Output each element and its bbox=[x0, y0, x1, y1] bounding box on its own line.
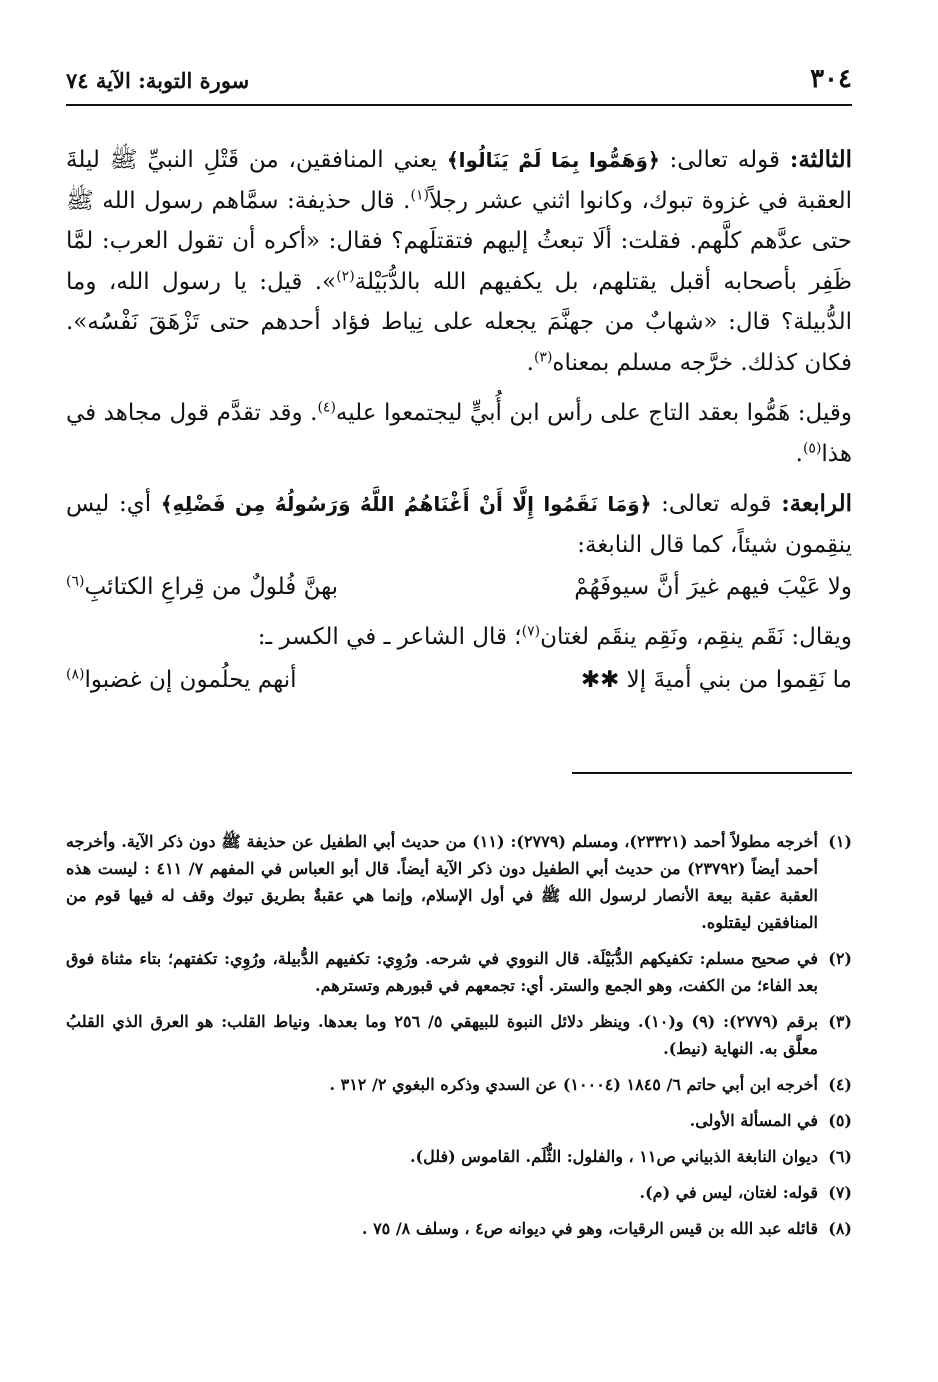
footnote-1 bbox=[66, 828, 852, 936]
verse-second-hemistich bbox=[66, 660, 297, 700]
footnote-number: (٤) bbox=[828, 1075, 852, 1094]
footnote-text: أخرجه ابن أبي حاتم ٦/ ١٨٤٥ (١٠٠٠٤) عن السدي وذكره البغوي ٢/ ٣١٢ . bbox=[329, 1075, 818, 1094]
footnote-ref: (٤) bbox=[317, 399, 336, 416]
footnote-7 bbox=[66, 1179, 852, 1206]
footnote-number: (٣) bbox=[828, 1012, 852, 1031]
footnote-ref: (٣) bbox=[533, 348, 553, 365]
poetry-verse-ruqayyat bbox=[66, 660, 852, 700]
paragraph-other-opinion bbox=[66, 393, 852, 474]
paragraph-text: ويقال: نَقَم ينقِم، ونَقِم ينقَم لغتان bbox=[540, 624, 852, 650]
page-header bbox=[66, 60, 852, 106]
paragraph-text: قوله تعالى: bbox=[659, 147, 790, 173]
footnotes bbox=[66, 828, 852, 1251]
page-number: ٣٠٤ bbox=[810, 64, 852, 94]
footnote-text: في صحيح مسلم: تكفيكهم الدُّبَيْلَة. قال النووي في شرحه. ورُوِي: تكفيهم الدُّبيلة، ورُوِي: تكفتهم؛ بتاء مثناة فوق بعد الفاء؛ من الكفت، وهو الجمع والستر. أي: تجمعهم في قبورهم وتسترهم. bbox=[66, 949, 818, 995]
footnote-6 bbox=[66, 1143, 852, 1170]
footnote-ref: (٢) bbox=[336, 267, 355, 284]
paragraph-text: . وقد تقدَّم قول مجاهد في هذا bbox=[66, 400, 852, 467]
footnote-text: برقم (٢٧٧٩): (٩) و(١٠). وينظر دلائل النبوة للبيهقي ٥/ ٢٥٦ وما بعدها. ونياط القلب: هو العرق الذي القلبُ معلَّق به. النهاية (نيط). bbox=[66, 1012, 819, 1058]
footnote-4 bbox=[66, 1071, 852, 1098]
paragraph-text: . bbox=[795, 440, 803, 467]
running-title: سورة التوبة: الآية ٧٤ bbox=[66, 68, 250, 93]
paragraph-text: . bbox=[526, 349, 534, 376]
footnote-ref: (٦) bbox=[66, 573, 85, 590]
quran-verse: ﴿وَمَا نَقَمُوا إِلَّا أَنْ أَغْنَاهُمُ اللَّهُ وَرَسُولُهُ مِن فَضْلِهِ﴾ bbox=[160, 492, 652, 516]
footnote-3 bbox=[66, 1008, 852, 1062]
footnote-text: في المسألة الأولى. bbox=[689, 1111, 818, 1130]
section-heading: الثالثة: bbox=[789, 146, 852, 173]
main-text bbox=[66, 140, 852, 710]
paragraph-dialects bbox=[66, 617, 852, 658]
footnote-ref: (٧) bbox=[521, 623, 541, 640]
footnote-ref: (٥) bbox=[802, 439, 822, 456]
footnote-8 bbox=[66, 1215, 852, 1242]
footnote-5 bbox=[66, 1107, 852, 1134]
book-page bbox=[66, 60, 852, 1350]
footnote-2 bbox=[66, 945, 852, 999]
footnote-number: (٢) bbox=[828, 949, 852, 968]
poetry-verse-nabigha bbox=[66, 567, 852, 607]
verse-text: بهنَّ فُلولٌ من قِراعِ الكتائبِ bbox=[84, 574, 339, 600]
verse-second-hemistich bbox=[66, 567, 338, 607]
verse-first-hemistich: ولا عَيْبَ فيهم غيرَ أنَّ سيوفَهُمْ bbox=[574, 574, 852, 600]
paragraph-text: أي: ليس ينقِمون شيئاً، كما قال النابغة: bbox=[66, 491, 852, 558]
paragraph-text: ؛ قال الشاعر ـ في الكسر ـ: bbox=[257, 624, 522, 650]
footnote-number: (١) bbox=[828, 832, 852, 851]
footnote-text: قائله عبد الله بن قيس الرقيات، وهو في ديوانه ص٤ ، وسلف ٨/ ٧٥ . bbox=[361, 1219, 818, 1238]
footnote-number: (٦) bbox=[828, 1147, 852, 1166]
quran-verse: ﴿وَهَمُّوا بِمَا لَمْ يَنَالُوا﴾ bbox=[446, 148, 660, 172]
paragraph-text: يعني المنافقين، من قَتْلِ النبيِّ ﷺ ليلةَ العقبة في غزوة تبوك، وكانوا اثني عشر رجلاً bbox=[66, 147, 852, 214]
paragraph-third-issue bbox=[66, 140, 852, 383]
verse-text: أنهم يحلُمون إن غضبوا bbox=[84, 666, 297, 693]
footnote-divider bbox=[572, 772, 852, 774]
paragraph-text: وقيل: هَمُّوا بعقد التاج على رأس ابن أُبيٍّ ليجتمعوا عليه bbox=[335, 400, 852, 426]
footnote-text: قوله: لغتان، ليس في (م). bbox=[639, 1183, 818, 1202]
paragraph-text: قوله تعالى: bbox=[651, 491, 782, 517]
footnote-number: (٧) bbox=[828, 1183, 852, 1202]
footnote-text: ديوان النابغة الذبياني ص١١ ، والفلول: الثُّلَم. القاموس (فلل). bbox=[409, 1147, 818, 1166]
paragraph-fourth-issue bbox=[66, 484, 852, 565]
footnote-number: (٨) bbox=[828, 1219, 852, 1238]
section-heading: الرابعة: bbox=[781, 490, 852, 517]
footnote-text: أخرجه مطولاً أحمد (٢٣٣٢١)، ومسلم (٢٧٧٩): (١١) من حديث أبي الطفيل عن حذيفة ﷺ دون ذكر الآية. وأخرجه أحمد أيضاً (٢٣٧٩٢) من حديث أبي الطفيل دون ذكر الآية أيضاً. قال أبو العباس في المفهم ٧/ ٤١١ : ليست هذه العقبة عقبة بيعة الأنصار لرسول الله ﷺ في أول الإسلام، وإنما هي عقبةٌ بطريق تبوك وقف له فيها قوم من المنافقين ليقتلوه. bbox=[66, 832, 819, 932]
paragraph-text: ». قيل: يا رسول الله، وما الدُّبيلة؟ قال: «شهابٌ من جهنَّمَ يجعله على نِياط فؤاد أحدهم حتى تَزْهَقَ نَفْسُه». فكان كذلك. خرَّجه مسلم بمعناه bbox=[66, 268, 852, 376]
footnote-ref: (١) bbox=[410, 186, 429, 203]
paragraph-text: . قال حذيفة: سمَّاهم رسول الله ﷺ حتى عدَّهم كلَّهم. فقلت: ألَا تبعثُ إليهم فتقتلَهم؟ فقال: «أكره أن تقول العرب: لمَّا ظَفِر بأصحابه أقبل يقتلهم، بل يكفيهم الله بالدُّبَيْلة bbox=[66, 187, 853, 295]
footnote-ref: (٨) bbox=[66, 665, 85, 682]
verse-first-hemistich: ما نَقِموا من بني أميةَ إلا ✱✱ bbox=[580, 666, 852, 693]
footnote-number: (٥) bbox=[828, 1111, 852, 1130]
